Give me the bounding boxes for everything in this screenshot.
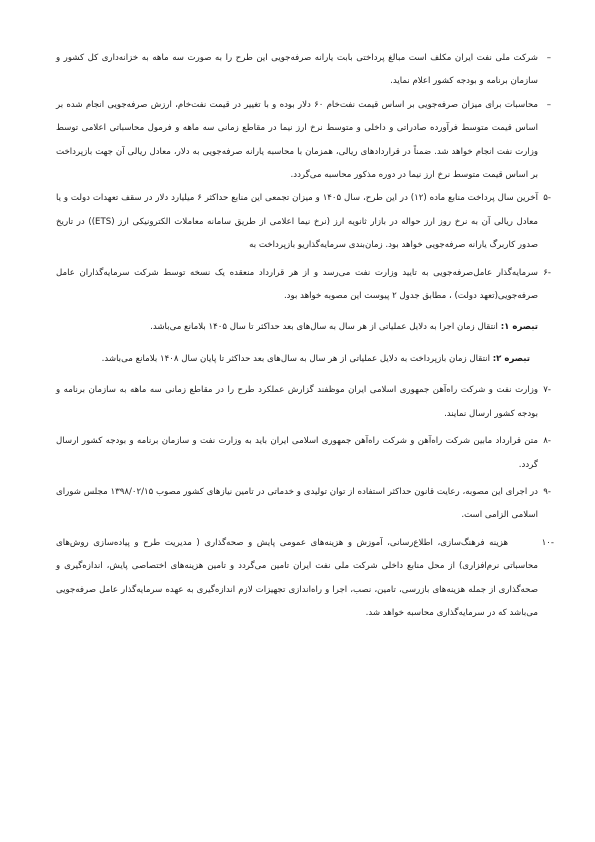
list-item — [56, 481, 551, 528]
list-item — [56, 47, 551, 94]
list-item — [56, 94, 551, 188]
note-text: انتقال زمان اجرا به دلایل عملیاتی از هر سال به سال‌های بعد حداکثر تا سال ۱۴۰۵ بلامانع می‌باشد. — [150, 322, 501, 333]
list-marker: – — [546, 99, 551, 110]
note-paragraph — [56, 316, 538, 339]
list-marker: -۶ — [543, 267, 551, 278]
list-item-text: هزینه فرهنگ‌سازی، اطلاع‌رسانی، آموزش و هزینه‌های عمومی پایش و صحه‌گذاری ( مدیریت طرح و پیاده‌سازی روش‌های محاسباتی نرم‌افزاری) از محل منابع داخلی شرکت ملی نفت ایران تامین می‌گردد و تامین هزینه‌های اختصاصی پایش، اندازه‌گیری و صحه‌گذاری از جمله هزینه‌های بازرسی، تامین، نصب، اجرا و راه‌اندازی تجهیزات لازم اندازه‌گیری به عهده سرمایه‌گذار عامل صرفه‌جویی می‌باشد که در سرمایه‌گذاری محاسبه خواهد شد. — [56, 537, 538, 618]
document-body — [56, 47, 554, 629]
list-item — [56, 187, 551, 257]
list-item-text: متن قرارداد مابین شرکت راه‌آهن و شرکت راه‌آهن جمهوری اسلامی ایران باید به وزارت نفت و سازمان برنامه و بودجه کشور ارسال گردد. — [56, 436, 538, 470]
list-item-text: محاسبات برای میزان صرفه‌جویی بر اساس قیمت نفت‌خام ۶۰ دلار بوده و با تغییر در قیمت نفت‌خام، ارزش صرفه‌جویی انجام شده بر اساس قیمت متوسط فرآورده صادراتی و داخلی و متوسط نرخ ارز نیما در مقاطع زمانی سه ماهه و فرمول محاسباتی اعلامی توسط وزارت نفت انجام خواهد شد. ضمناً در قراردادهای ریالی، همزمان با محاسبه یارانه صرفه‌جویی به دلار، معادل ریالی آن جهت بازپرداخت بر اساس قیمت متوسط نرخ ارز نیما در دوره مذکور محاسبه می‌گردد. — [56, 99, 538, 181]
list-marker: – — [546, 53, 551, 63]
note-label: تبصره ۱: — [500, 322, 538, 333]
list-item — [56, 430, 551, 477]
list-item — [56, 379, 551, 426]
list-item — [56, 532, 554, 626]
note-text: انتقال زمان بازپرداخت به دلایل عملیاتی از هر سال به سال‌های بعد حداکثر تا پایان سال ۱۴۰۸ بلامانع می‌باشد. — [101, 353, 493, 364]
list-item-text: شرکت ملی نفت ایران مکلف است مبالغ پرداختی بابت یارانه صرفه‌جویی این طرح را به صورت سه ماهه به خزانه‌داری کل کشور و سازمان برنامه و بودجه کشور اعلام نماید. — [56, 53, 538, 87]
note-paragraph — [56, 348, 538, 371]
list-item-text: سرمایه‌گذار عامل‌صرفه‌جویی به تایید وزارت نفت می‌رسد و از هر قرارداد منعقده یک نسخه توسط شرکت سرمایه‌گذاران عامل صرفه‌جویی(تعهد دولت) ، مطابق جدول ۲ پیوست این مصوبه خواهد بود. — [56, 267, 538, 302]
list-item-text: آخرین سال پرداخت منابع ماده (۱۲) در این طرح، سال ۱۴۰۵ و میزان تجمعی این منابع حداکثر ۶ میلیارد دلار در سقف تعهدات دولت و یا معادل ریالی آن به نرخ روز ارز حواله در بازار ثانویه ارز (نرخ نیما اعلامی از طریق سامانه معاملات الکترونیکی ارز (ETS)) در تاریخ صدور کاربرگ یارانه صرفه‌جویی خواهد بود. زمان‌بندی سرمایه‌گذاریو بازپرداخت به — [56, 193, 538, 251]
list-marker: -۱۰ — [541, 537, 554, 548]
list-marker: -۵ — [543, 193, 551, 204]
list-marker: -۷ — [543, 385, 551, 396]
list-item-text: در اجرای این مصوبه، رعایت قانون حداکثر استفاده از توان تولیدی و خدماتی در تامین نیازهای کشور مصوب ۱۳۹۸/۰۲/۱۵ مجلس شورای اسلامی الزامی است. — [56, 486, 538, 521]
note-label: تبصره ۲: — [492, 353, 530, 364]
list-item-text: وزارت نفت و شرکت راه‌آهن جمهوری اسلامی ایران موظفند گزارش عملکرد طرح را در مقاطع زمانی سه ماهه به سازمان برنامه و بودجه کشور ارسال نمایند. — [56, 385, 538, 419]
list-marker: -۸ — [543, 436, 551, 447]
list-item — [56, 262, 551, 309]
list-marker: -۹ — [543, 486, 551, 497]
